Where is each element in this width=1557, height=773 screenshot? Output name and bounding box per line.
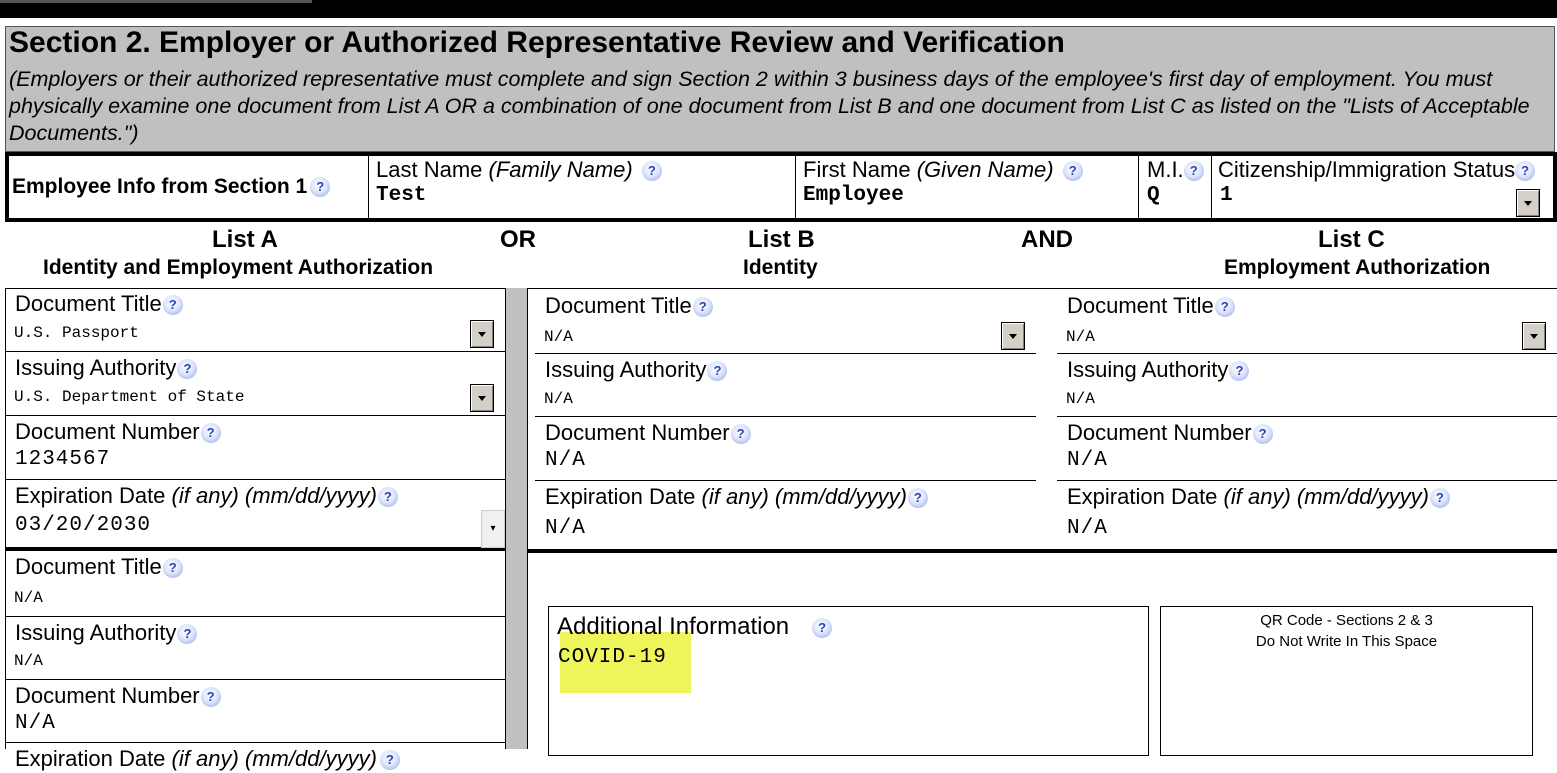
doc-number-value[interactable]: N/A bbox=[15, 712, 56, 735]
last-name-hint: (Family Name) bbox=[488, 157, 633, 182]
help-icon[interactable]: ? bbox=[1063, 161, 1083, 181]
qr-code-line1: QR Code - Sections 2 & 3 bbox=[1260, 612, 1433, 629]
doc-title-dropdown-button[interactable] bbox=[1001, 322, 1025, 350]
date-picker-button[interactable]: ▾ bbox=[481, 510, 505, 548]
exp-value[interactable]: N/A bbox=[545, 517, 586, 540]
exp-label: Expiration Date bbox=[1067, 484, 1218, 509]
field-label bbox=[1067, 293, 1235, 319]
list-a-2-exp-field[interactable] bbox=[5, 743, 505, 773]
exp-hint: (if any) (mm/dd/yyyy) bbox=[1223, 484, 1429, 509]
field-label bbox=[15, 620, 197, 646]
list-b-title: List B bbox=[748, 226, 815, 253]
issuing-label: Issuing Authority bbox=[15, 355, 177, 380]
issuing-value[interactable]: N/A bbox=[1066, 390, 1095, 408]
mi-cell bbox=[1138, 156, 1212, 218]
list-c-subtitle: Employment Authorization bbox=[1224, 256, 1491, 279]
doc-title-value[interactable]: N/A bbox=[544, 328, 573, 346]
doc-title-value[interactable]: N/A bbox=[1066, 328, 1095, 346]
list-a-1-doc-number-field[interactable] bbox=[5, 416, 505, 480]
field-label bbox=[15, 746, 400, 772]
list-a-2-doc-title-field[interactable] bbox=[5, 551, 505, 617]
exp-hint: (if any) (mm/dd/yyyy) bbox=[171, 746, 377, 771]
employee-info-header: Employee Info from Section 1 bbox=[12, 175, 308, 198]
citizenship-status-dropdown-button[interactable] bbox=[1516, 189, 1540, 217]
first-name-value: Employee bbox=[803, 184, 904, 207]
list-b-issuing-field[interactable] bbox=[535, 354, 1036, 417]
issuing-value[interactable]: N/A bbox=[544, 390, 573, 408]
help-icon[interactable]: ? bbox=[201, 687, 221, 707]
issuing-label: Issuing Authority bbox=[1067, 357, 1229, 382]
exp-label: Expiration Date bbox=[15, 483, 166, 508]
doc-number-value[interactable]: 1234567 bbox=[15, 448, 111, 471]
help-icon[interactable]: ? bbox=[1515, 161, 1535, 181]
help-icon[interactable]: ? bbox=[693, 297, 713, 317]
help-icon[interactable]: ? bbox=[1215, 297, 1235, 317]
doc-number-label: Document Number bbox=[1067, 420, 1252, 445]
doc-title-label: Document Title bbox=[545, 293, 692, 318]
field-label bbox=[545, 357, 727, 383]
citizenship-status-value: 1 bbox=[1220, 184, 1233, 207]
doc-title-label: Document Title bbox=[1067, 293, 1214, 318]
help-icon[interactable]: ? bbox=[1253, 424, 1273, 444]
issuing-dropdown-button[interactable] bbox=[470, 384, 494, 412]
first-name-hint: (Given Name) bbox=[916, 157, 1054, 182]
issuing-value[interactable]: N/A bbox=[14, 652, 43, 670]
list-c-title: List C bbox=[1318, 226, 1385, 253]
list-c-doc-title-field[interactable] bbox=[1057, 290, 1557, 354]
list-a-1-issuing-field[interactable] bbox=[5, 352, 505, 416]
doc-number-label: Document Number bbox=[545, 420, 730, 445]
divider bbox=[528, 549, 1557, 553]
help-icon[interactable]: ? bbox=[908, 488, 928, 508]
list-a-1-doc-title-field[interactable] bbox=[5, 288, 505, 352]
field-label bbox=[545, 420, 751, 446]
section-description: (Employers or their authorized representative must complete and sign Section 2 within 3 business days of the employee's first day of employment. You must physically examine one document from List A OR a combination of one document from List B and one document from List C as listed on the "Lists of Acceptable Documents.") bbox=[9, 67, 1530, 145]
list-b-subtitle: Identity bbox=[743, 256, 818, 279]
last-name-value: Test bbox=[376, 184, 427, 207]
list-a-title: List A bbox=[212, 226, 278, 253]
field-label bbox=[1067, 420, 1273, 446]
issuing-value[interactable]: U.S. Department of State bbox=[14, 388, 245, 406]
exp-label: Expiration Date bbox=[545, 484, 696, 509]
list-c-exp-field[interactable] bbox=[1057, 481, 1557, 547]
field-label bbox=[15, 554, 183, 580]
help-icon[interactable]: ? bbox=[310, 177, 330, 197]
help-icon[interactable]: ? bbox=[812, 618, 832, 638]
qr-code-line2: Do Not Write In This Space bbox=[1255, 633, 1438, 650]
field-label bbox=[15, 355, 197, 381]
exp-hint: (if any) (mm/dd/yyyy) bbox=[171, 483, 377, 508]
last-name-label: Last Name bbox=[376, 157, 483, 182]
doc-number-label: Document Number bbox=[15, 419, 200, 444]
employee-info-row bbox=[5, 152, 1557, 222]
exp-value[interactable]: 03/20/2030 bbox=[15, 514, 152, 537]
doc-title-value[interactable]: N/A bbox=[14, 589, 43, 607]
or-label: OR bbox=[500, 226, 536, 253]
field-label bbox=[15, 483, 398, 509]
list-a-2-issuing-field[interactable] bbox=[5, 617, 505, 680]
last-name-cell bbox=[368, 156, 796, 218]
citizenship-status-cell[interactable] bbox=[1211, 156, 1557, 218]
mi-value: Q bbox=[1147, 184, 1160, 207]
additional-information-value[interactable]: COVID-19 bbox=[558, 646, 667, 669]
top-bar-strip bbox=[0, 0, 312, 3]
help-icon[interactable]: ? bbox=[1430, 488, 1450, 508]
first-name-cell bbox=[795, 156, 1139, 218]
doc-title-dropdown-button[interactable] bbox=[1522, 322, 1546, 350]
field-label bbox=[545, 484, 928, 510]
field-label bbox=[1067, 484, 1450, 510]
doc-number-value[interactable]: N/A bbox=[545, 449, 586, 472]
list-a-2-doc-number-field[interactable] bbox=[5, 680, 505, 743]
help-icon[interactable]: ? bbox=[163, 558, 183, 578]
doc-title-label: Document Title bbox=[15, 291, 162, 316]
list-b-exp-field[interactable] bbox=[535, 481, 1035, 547]
help-icon[interactable]: ? bbox=[731, 424, 751, 444]
doc-title-dropdown-button[interactable] bbox=[470, 320, 494, 348]
issuing-label: Issuing Authority bbox=[545, 357, 707, 382]
first-name-label: First Name bbox=[803, 157, 911, 182]
field-label bbox=[1067, 357, 1249, 383]
section-title: Section 2. Employer or Authorized Representative Review and Verification bbox=[9, 26, 1065, 59]
help-icon[interactable]: ? bbox=[1229, 361, 1249, 381]
field-label bbox=[15, 419, 221, 445]
help-icon[interactable]: ? bbox=[177, 624, 197, 644]
field-label bbox=[545, 293, 713, 319]
help-icon[interactable]: ? bbox=[201, 423, 221, 443]
help-icon[interactable]: ? bbox=[642, 161, 662, 181]
field-label bbox=[15, 683, 221, 709]
list-c-issuing-field[interactable] bbox=[1057, 354, 1557, 417]
list-a-subtitle: Identity and Employment Authorization bbox=[43, 256, 434, 279]
list-a-scrollbar[interactable] bbox=[505, 288, 528, 749]
field-label bbox=[15, 291, 183, 317]
citizenship-status-label: Citizenship/Immigration Status bbox=[1218, 157, 1516, 182]
and-label: AND bbox=[1021, 226, 1073, 253]
help-icon[interactable]: ? bbox=[380, 750, 400, 770]
exp-label: Expiration Date bbox=[15, 746, 166, 771]
exp-hint: (if any) (mm/dd/yyyy) bbox=[701, 484, 907, 509]
list-c-doc-number-field[interactable] bbox=[1057, 417, 1557, 481]
issuing-label: Issuing Authority bbox=[15, 620, 177, 645]
list-b-doc-number-field[interactable] bbox=[535, 417, 1036, 481]
additional-information-label: Additional Information bbox=[557, 613, 790, 640]
help-icon[interactable]: ? bbox=[707, 361, 727, 381]
list-b-doc-title-field[interactable] bbox=[535, 290, 1036, 354]
exp-value[interactable]: N/A bbox=[1067, 517, 1108, 540]
doc-number-value[interactable]: N/A bbox=[1067, 449, 1108, 472]
mi-label: M.I. bbox=[1147, 157, 1184, 182]
doc-title-value[interactable]: U.S. Passport bbox=[14, 324, 139, 342]
list-a-1-exp-field[interactable] bbox=[5, 480, 505, 548]
doc-number-label: Document Number bbox=[15, 683, 200, 708]
doc-title-label: Document Title bbox=[15, 554, 162, 579]
help-icon[interactable]: ? bbox=[163, 295, 183, 315]
help-icon[interactable]: ? bbox=[1184, 161, 1204, 181]
employee-info-header-cell bbox=[9, 156, 369, 218]
help-icon[interactable]: ? bbox=[177, 359, 197, 379]
help-icon[interactable]: ? bbox=[378, 487, 398, 507]
